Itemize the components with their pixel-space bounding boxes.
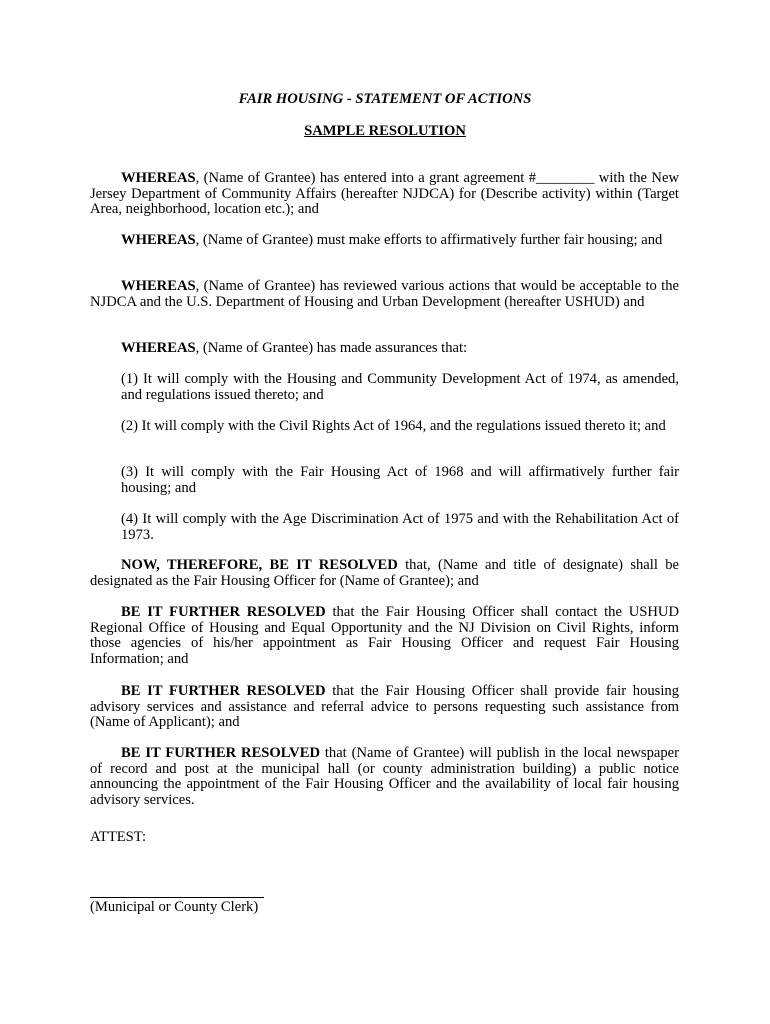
whereas-paragraph [90,233,679,249]
assurance-item: (3) It will comply with the Fair Housing Act of 1968 and will affirmatively further fair housing; and [121,464,679,496]
signer-label: (Municipal or County Clerk) [90,899,259,915]
document-subtitle: SAMPLE RESOLUTION [304,123,466,139]
whereas-text: , (Name of Grantee) has reviewed various actions that would be acceptable to the NJDCA and the U.S. Department of Housing and Urban Development (hereafter USHUD) and [90,278,679,310]
signature-line [90,897,264,898]
whereas-paragraph [90,341,679,357]
resolution-text: that the Fair Housing Officer shall provide fair housing advisory services and assistance and referral advice to persons requesting such assistance from (Name of Applicant); and [90,683,679,731]
resolution-text: that the Fair Housing Officer shall contact the USHUD Regional Office of Housing and Equal Opportunity and the NJ Division on Civil Rights, inform those agencies of his/her appointment as Fair Housing Officer and request Fair Housing Information; and [90,604,679,667]
attest-label: ATTEST: [90,829,147,845]
document-title: FAIR HOUSING - STATEMENT OF ACTIONS [238,91,532,107]
resolution-lead: BE IT FURTHER RESOLVED [121,745,320,761]
whereas-paragraph [90,279,679,310]
whereas-lead: WHEREAS [121,278,196,294]
resolution-lead: NOW, THEREFORE, BE IT RESOLVED [121,557,398,573]
assurance-item: (1) It will comply with the Housing and Community Development Act of 1974, as amended, and regulations issued thereto; and [121,371,679,403]
resolution-paragraph [90,684,679,731]
resolution-paragraph [90,746,679,808]
whereas-lead: WHEREAS [121,340,196,356]
whereas-text: , (Name of Grantee) must make efforts to affirmatively further fair housing; and [195,232,663,248]
whereas-paragraph [90,171,679,218]
resolution-paragraph [90,558,679,589]
resolution-text: that (Name of Grantee) will publish in the local newspaper of record and post at the municipal hall (or county administration building) a public notice announcing the appointment of the Fair Housing Officer and the availability of local fair housing advisory services. [90,745,679,808]
resolution-lead: BE IT FURTHER RESOLVED [121,683,326,699]
whereas-text: , (Name of Grantee) has entered into a grant agreement #________ with the New Jersey Department of Community Affairs (hereafter NJDCA) for (Describe activity) within (Target Area, neighborhood, location etc.); and [90,170,679,218]
assurance-item: (2) It will comply with the Civil Rights Act of 1964, and the regulations issued thereto it; and [121,418,666,434]
whereas-lead: WHEREAS [121,232,196,248]
whereas-text: , (Name of Grantee) has made assurances that: [195,340,468,356]
resolution-text: that, (Name and title of designate) shall be designated as the Fair Housing Officer for (Name of Grantee); and [90,557,679,589]
resolution-paragraph [90,605,679,667]
resolution-lead: BE IT FURTHER RESOLVED [121,604,326,620]
assurance-item: (4) It will comply with the Age Discrimination Act of 1975 and with the Rehabilitation Act of 1973. [121,511,679,543]
whereas-lead: WHEREAS [121,170,196,186]
